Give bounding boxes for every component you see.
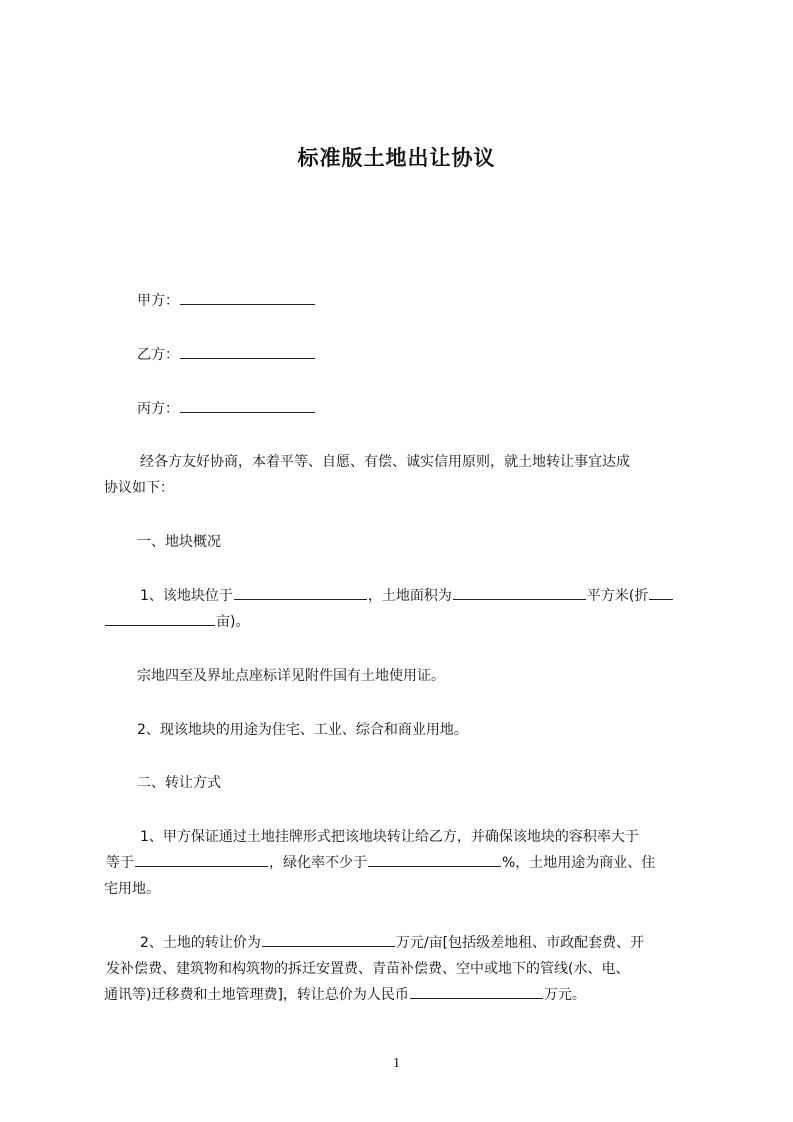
section-2-item-1-line-1: 1、甲方保证通过土地挂牌形式把该地块转让给乙方，并确保该地块的容积率大于 (140, 829, 639, 845)
party-b-blank[interactable] (180, 344, 315, 359)
far-label: 等于 (106, 855, 134, 871)
document-title: 标准版土地出让协议 (297, 146, 496, 170)
item-1-mu-label: 亩)。 (216, 614, 250, 630)
party-a-label: 甲方： (137, 293, 179, 309)
section-1-item-1-cont (104, 610, 249, 634)
far-blank[interactable] (135, 852, 268, 867)
party-c-line (137, 397, 316, 421)
section-2-item-1-line-3: 宅用地。 (104, 881, 160, 897)
total-price-unit: 万元。 (543, 987, 586, 1003)
green-rate-blank[interactable] (368, 852, 501, 867)
item-1-sqm-label: 平方米(折 (586, 588, 649, 604)
section-1-item-2: 2、现该地块的用途为住宅、工业、综合和商业用地。 (137, 722, 468, 738)
section-1-item-1 (140, 584, 674, 608)
party-b-line (137, 343, 316, 367)
party-a-blank[interactable] (180, 290, 315, 305)
party-c-label: 丙方： (137, 401, 179, 417)
green-rate-label: ，绿化率不少于 (269, 855, 367, 871)
section-2-item-2-line-1 (140, 931, 644, 955)
item-1-location-label: 1、该地块位于 (140, 588, 233, 604)
land-use-label: %，土地用途为商业、住 (502, 855, 656, 871)
section-1-note: 宗地四至及界址点座标详见附件国有土地使用证。 (137, 668, 445, 684)
preamble-line-1: 经各方友好协商，本着平等、自愿、有偿、诚实信用原则，就土地转让事宜达成 (140, 454, 630, 470)
price-per-mu-blank[interactable] (262, 932, 395, 947)
total-price-label: 通讯等)迁移费和土地管理费]，转让总价为人民币 (104, 987, 409, 1003)
section-1-heading: 一、地块概况 (137, 534, 221, 550)
party-b-label: 乙方： (137, 347, 179, 363)
page-number: 1 (393, 1056, 400, 1071)
mu-blank-part2[interactable] (105, 611, 215, 626)
price-unit-label: 万元/亩[包括级差地租、市政配套费、开 (395, 935, 645, 951)
preamble-line-2: 协议如下： (104, 480, 174, 496)
price-label: 2、土地的转让价为 (140, 935, 261, 951)
area-blank[interactable] (453, 585, 586, 600)
section-2-item-2-line-2: 发补偿费、建筑物和构筑物的拆迁安置费、青苗补偿费、空中或地下的管线(水、电、 (106, 961, 630, 977)
party-a-line (137, 289, 316, 313)
section-2-heading: 二、转让方式 (137, 775, 221, 791)
item-1-area-label: ，土地面积为 (367, 588, 452, 604)
mu-blank-part1[interactable] (649, 585, 673, 600)
total-price-blank[interactable] (410, 984, 543, 999)
party-c-blank[interactable] (180, 398, 315, 413)
section-2-item-1-line-2 (106, 851, 655, 875)
location-blank[interactable] (234, 585, 367, 600)
section-2-item-2-line-3 (104, 983, 586, 1007)
